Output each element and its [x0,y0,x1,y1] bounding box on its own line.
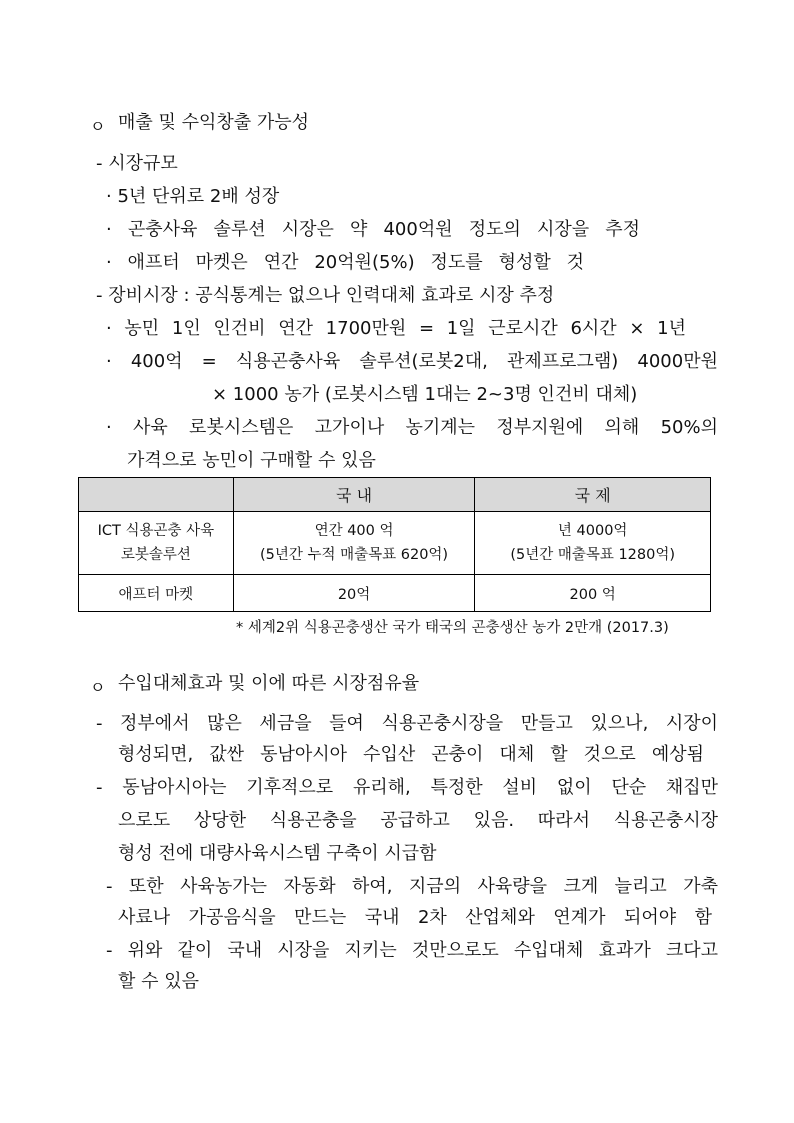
market-table [78,477,711,612]
list-item: - 정부에서 많은 세금을 들여 식용곤충시장을 만들고 있으나, 시장이 [96,713,718,734]
list-item: × 1000 농가 (로봇시스템 1대는 2~3명 인건비 대체) [212,384,638,405]
table-header-cell: 국 제 [475,478,711,512]
list-item: 형성되면, 값싼 동남아시아 수입산 곤충이 대체 할 것으로 예상됨 [118,744,704,765]
list-item: - 시장규모 [96,153,178,174]
list-item: · 사육 로봇시스템은 고가이나 농기계는 정부지원에 의해 50%의 [106,417,718,438]
table-row [79,575,711,612]
list-item: - 또한 사육농가는 자동화 하여, 지금의 사육량을 크게 늘리고 가축 [106,876,718,897]
section1-heading: 매출 및 수익창출 가능성 [118,112,310,133]
section2-bullet: ㅇ [90,678,106,697]
list-item: · 5년 단위로 2배 성장 [106,186,280,207]
table-cell: 연간 400 억 (5년간 누적 매출목표 620억) [233,512,475,575]
list-item: · 곤충사육 솔루션 시장은 약 400억원 정도의 시장을 추정 [106,219,640,240]
table-cell: 애프터 마켓 [79,575,234,612]
list-item: 할 수 있음 [118,971,199,992]
list-item: 가격으로 농민이 구매할 수 있음 [127,450,376,471]
table-cell: 20억 [233,575,475,612]
list-item: - 위와 같이 국내 시장을 지키는 것만으로도 수입대체 효과가 크다고 [106,940,718,961]
list-item: - 장비시장 : 공식통계는 없으나 인력대체 효과로 시장 추정 [96,285,555,306]
table-row [79,512,711,575]
list-item: · 애프터 마켓은 연간 20억원(5%) 정도를 형성할 것 [106,252,584,273]
table-header-row [79,478,711,512]
table-cell: 200 억 [475,575,711,612]
list-item: · 400억 = 식용곤충사육 솔루션(로봇2대, 관제프로그램) 4000만원 [106,351,718,372]
table-note: * 세계2위 식용곤충생산 국가 태국의 곤충생산 농가 2만개 (2017.3) [236,620,669,636]
list-item: 사료나 가공음식을 만드는 국내 2차 산업체와 연계가 되어야 함 [118,907,712,928]
list-item: 으로도 상당한 식용곤충을 공급하고 있음. 따라서 식용곤충시장 [118,810,718,831]
table-header-cell [79,478,234,512]
section2-heading: 수입대체효과 및 이에 따른 시장점유율 [118,673,420,694]
list-item: · 농민 1인 인건비 연간 1700만원 = 1일 근로시간 6시간 × 1년 [106,318,686,339]
list-item: 형성 전에 대량사육시스템 구축이 시급함 [118,843,437,864]
section1-bullet: ㅇ [90,117,106,136]
table-header-cell: 국 내 [233,478,475,512]
table-cell: ICT 식용곤충 사육 로봇솔루션 [79,512,234,575]
table-cell: 년 4000억 (5년간 매출목표 1280억) [475,512,711,575]
list-item: - 동남아시아는 기후적으로 유리해, 특정한 설비 없이 단순 채집만 [96,777,718,798]
